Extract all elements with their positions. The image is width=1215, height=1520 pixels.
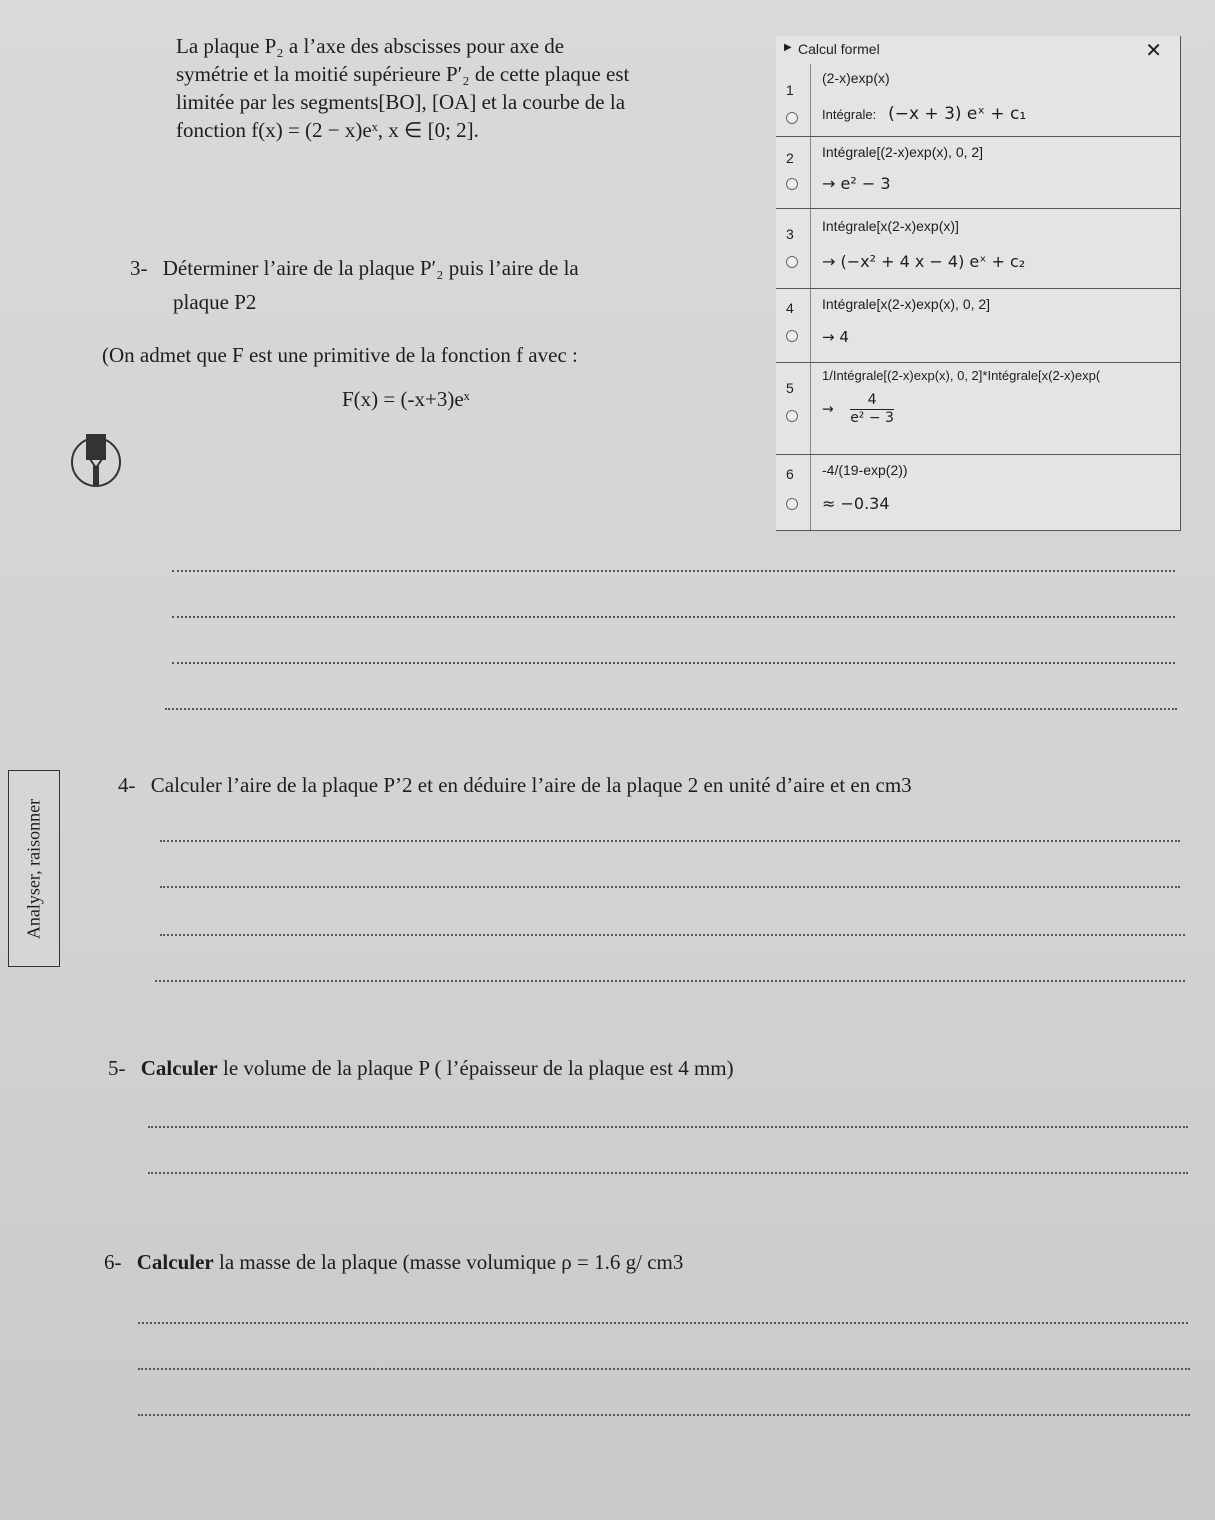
cas-row-1[interactable] — [776, 64, 1180, 137]
question-number: 4- — [118, 773, 136, 797]
question-number: 3- — [130, 256, 148, 280]
cas-row-5[interactable] — [776, 362, 1180, 455]
output-label: Intégrale: — [822, 107, 877, 122]
answer-line[interactable] — [160, 840, 1180, 842]
row-number: 6 — [786, 466, 794, 482]
answer-line[interactable] — [148, 1126, 1188, 1128]
question-5 — [108, 1056, 734, 1081]
answer-line[interactable] — [148, 1172, 1188, 1174]
competency-label — [8, 770, 60, 967]
primitive-formula: F(x) = (-x+3)eˣ — [342, 387, 470, 411]
question-3 — [130, 256, 579, 281]
answer-line[interactable] — [165, 708, 1177, 710]
intro-line: La plaque P₂ a l’axe des abscisses pour axe de — [176, 34, 565, 58]
row-status-icon — [786, 498, 798, 510]
answer-line[interactable] — [172, 616, 1175, 618]
output-arrow: → — [822, 401, 834, 418]
cas-row-2[interactable] — [776, 136, 1180, 209]
cas-input[interactable]: Intégrale[x(2-x)exp(x)] — [822, 218, 959, 234]
cas-row-4[interactable] — [776, 288, 1180, 363]
cas-output — [822, 392, 894, 427]
question-number: 5- — [108, 1056, 126, 1080]
cas-panel — [776, 36, 1181, 531]
question-6 — [104, 1250, 683, 1275]
question-verb: Calculer — [136, 1250, 214, 1274]
cas-output: → e² − 3 — [822, 174, 891, 193]
answer-line[interactable] — [172, 570, 1175, 572]
answer-line[interactable] — [160, 886, 1180, 888]
row-number: 1 — [786, 82, 794, 98]
apply-icon — [70, 430, 122, 488]
answer-line[interactable] — [172, 662, 1175, 664]
question-number: 6- — [104, 1250, 122, 1274]
intro-line: fonction f(x) = (2 − x)eˣ, x ∈ [0; 2]. — [176, 118, 479, 142]
intro-line: limitée par les segments[BO], [OA] et la courbe de la — [176, 90, 626, 114]
answer-line[interactable] — [138, 1414, 1190, 1416]
cas-output: → 4 — [822, 328, 849, 346]
competency-text: Analyser, raisonner — [23, 798, 44, 939]
close-icon[interactable]: ✕ — [1145, 40, 1162, 62]
cas-output: → (−x² + 4 x − 4) eˣ + c₂ — [822, 252, 1026, 271]
question-text: le volume de la plaque P ( l’épaisseur de la plaque est 4 mm) — [222, 1056, 734, 1080]
answer-line[interactable] — [160, 934, 1185, 936]
row-number: 5 — [786, 380, 794, 396]
cas-input[interactable]: 1/Intégrale[(2-x)exp(x), 0, 2]*Intégrale[x(2-x)exp( — [822, 368, 1101, 383]
answer-line[interactable] — [138, 1368, 1190, 1370]
question-3-continuation: plaque P2 — [173, 290, 257, 314]
question-text: Déterminer l’aire de la plaque P′₂ puis l’aire de la — [162, 256, 579, 280]
cas-input[interactable]: (2-x)exp(x) — [822, 70, 890, 86]
fraction-numerator: 4 — [867, 392, 877, 408]
question-text: Calculer l’aire de la plaque P’2 et en déduire l’aire de la plaque 2 en unité d’aire et en cm3 — [150, 773, 912, 797]
row-number: 4 — [786, 300, 794, 316]
cas-input[interactable]: -4/(19-exp(2)) — [822, 462, 908, 478]
row-status-icon — [786, 178, 798, 190]
row-status-icon — [786, 410, 798, 422]
row-number: 2 — [786, 150, 794, 166]
output-fraction — [850, 392, 894, 427]
intro-line: symétrie et la moitié supérieure P′₂ de cette plaque est — [176, 62, 630, 86]
intro-paragraph — [176, 32, 761, 144]
cas-row-6[interactable] — [776, 454, 1180, 530]
row-number: 3 — [786, 226, 794, 242]
row-status-icon — [786, 330, 798, 342]
cas-title: Calcul formel — [798, 41, 880, 57]
row-status-icon — [786, 256, 798, 268]
question-text: la masse de la plaque (masse volumique ρ = 1.6 g/ cm3 — [218, 1250, 684, 1274]
answer-line[interactable] — [155, 980, 1185, 982]
answer-line[interactable] — [138, 1322, 1188, 1324]
cas-output: ≈ −0.34 — [822, 494, 890, 513]
row-status-icon — [786, 112, 798, 124]
fraction-denominator: e² − 3 — [850, 410, 894, 426]
question-4 — [118, 773, 912, 798]
collapse-arrow-icon[interactable]: ▶ — [784, 42, 792, 53]
question-verb: Calculer — [140, 1056, 218, 1080]
cas-input[interactable]: Intégrale[x(2-x)exp(x), 0, 2] — [822, 296, 991, 312]
cas-output — [822, 104, 1026, 124]
question-3-note: (On admet que F est une primitive de la fonction f avec : — [102, 343, 578, 367]
cas-input[interactable]: Intégrale[(2-x)exp(x), 0, 2] — [822, 144, 984, 160]
output-value: (−x + 3) eˣ + c₁ — [888, 104, 1027, 124]
cas-header — [776, 36, 1180, 64]
cas-row-3[interactable] — [776, 208, 1180, 289]
